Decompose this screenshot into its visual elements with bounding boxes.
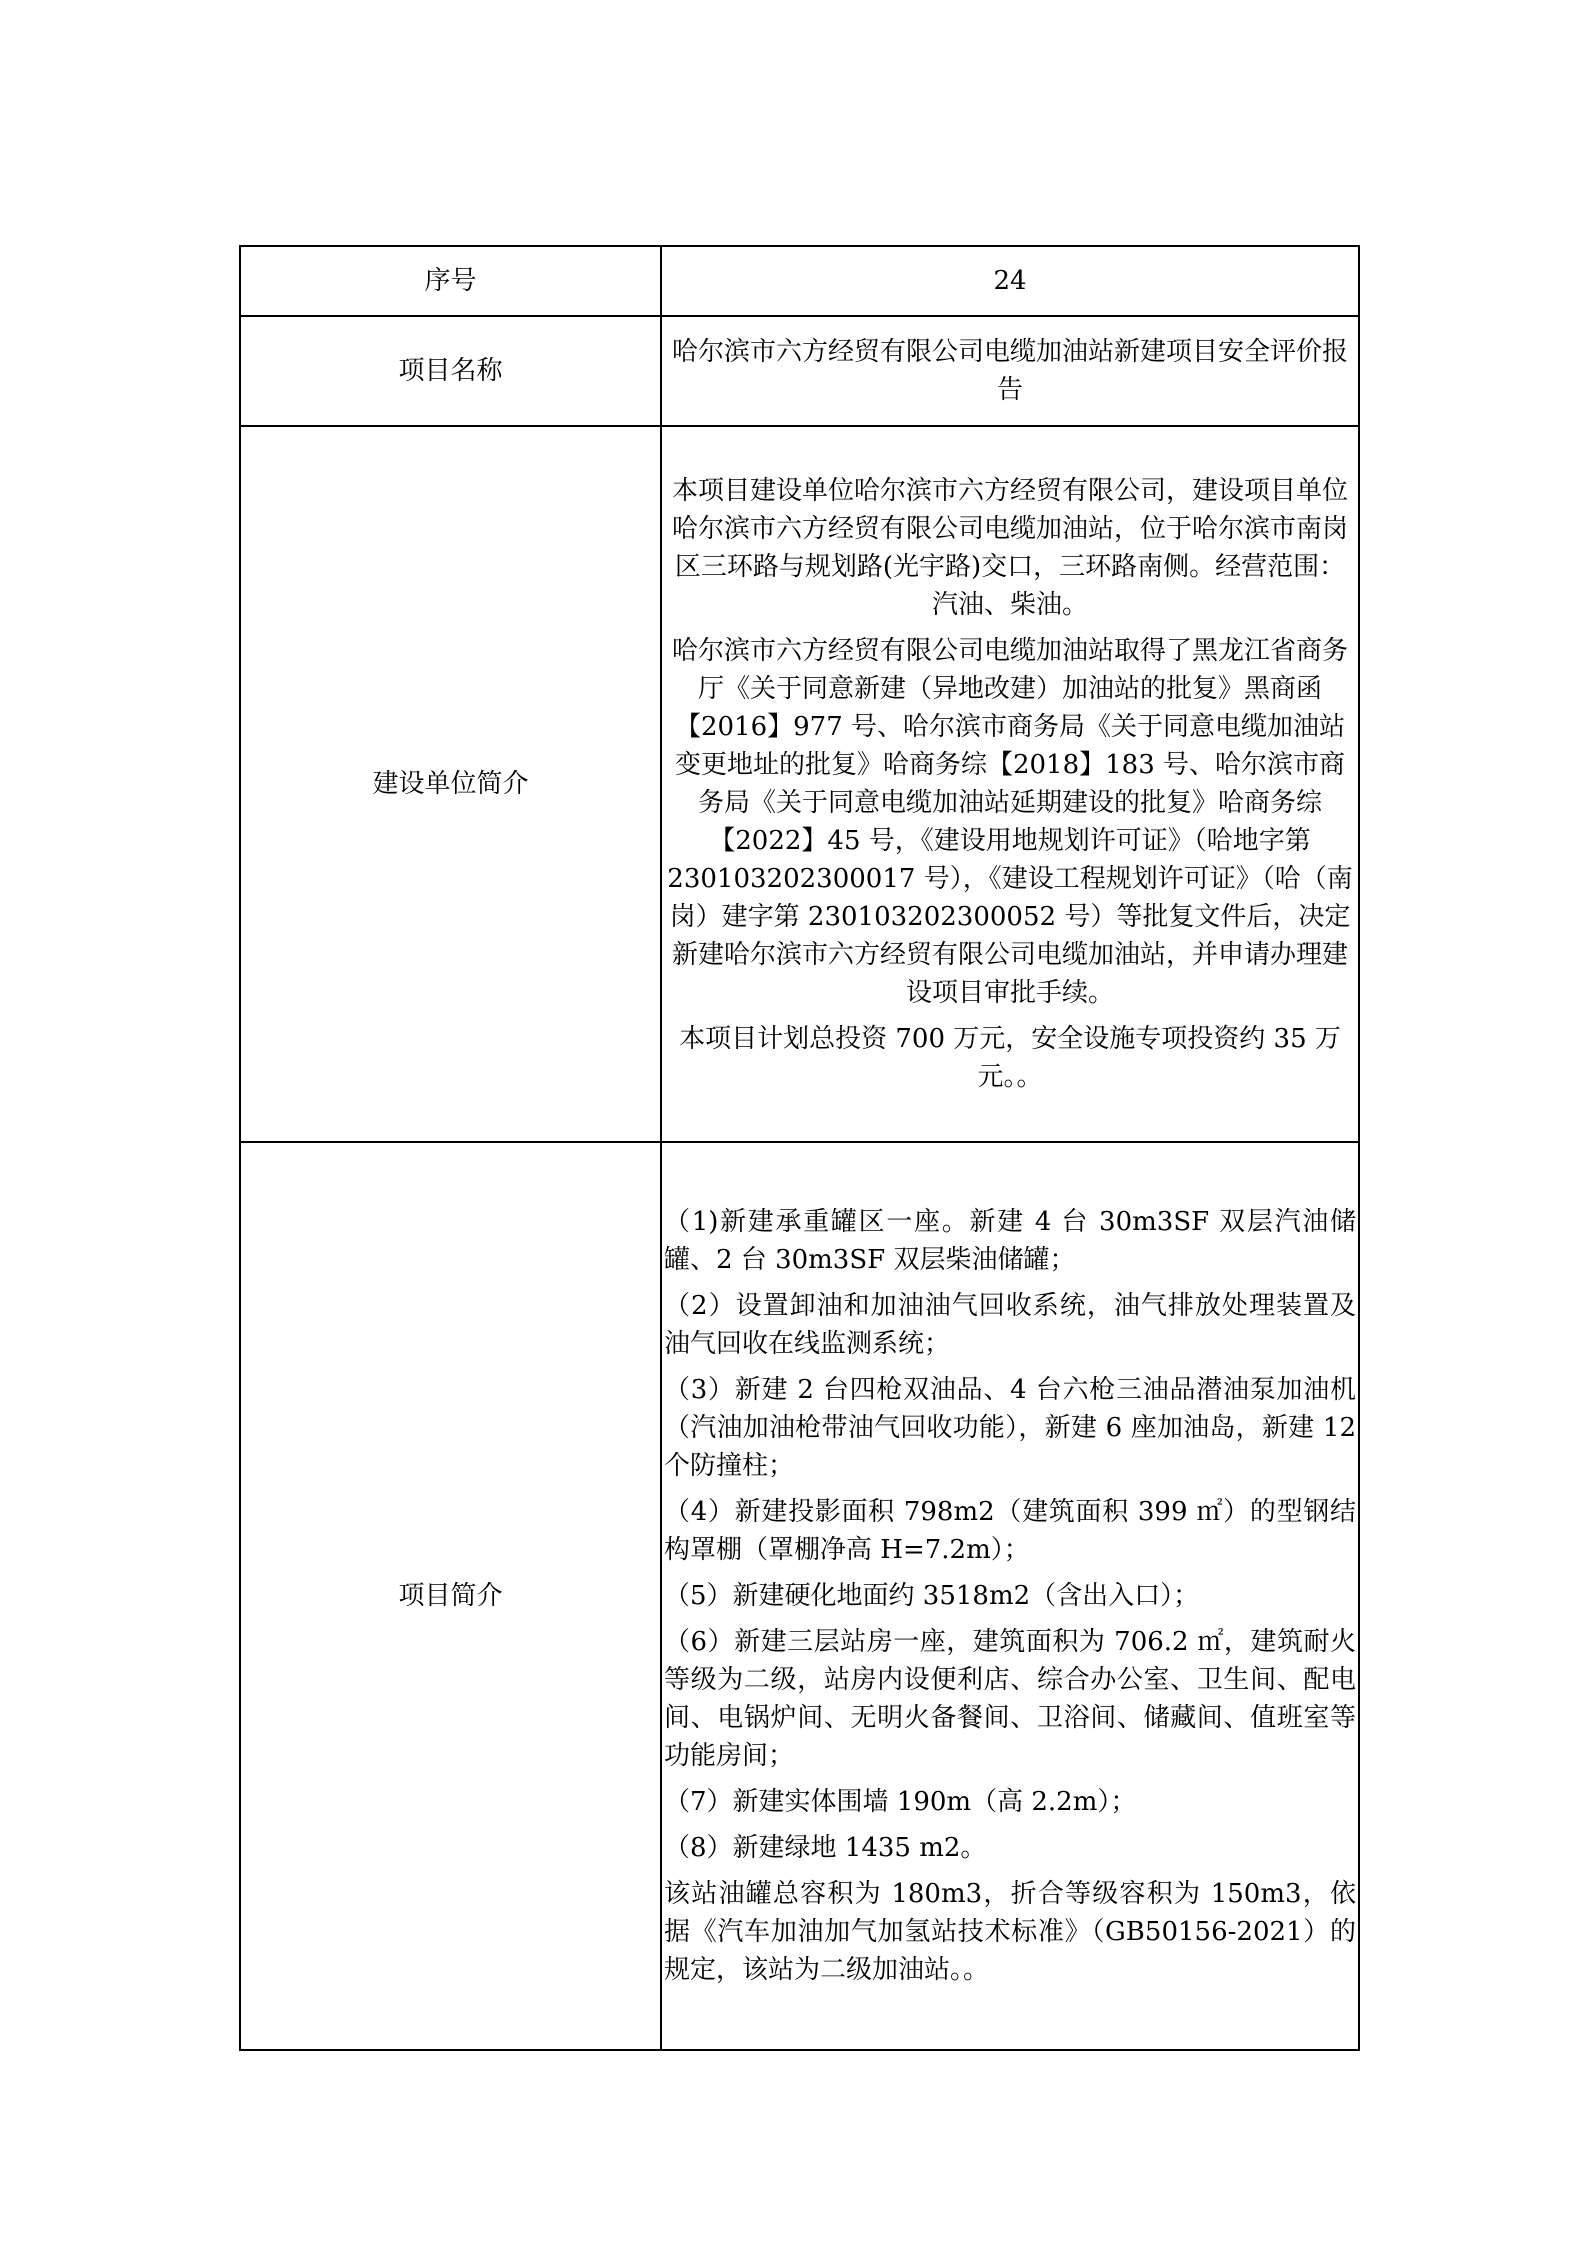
table-row-project-intro bbox=[240, 1142, 1359, 2050]
serial-value-cell bbox=[661, 246, 1359, 316]
project-intro-summary: 该站油罐总容积为 180m3，折合等级容积为 150m3，依据《汽车加油加气加氢站技术标准》（GB50156-2021）的规定，该站为二级加油站。。 bbox=[664, 1879, 1356, 1985]
unit-intro-paragraph: 本项目建设单位哈尔滨市六方经贸有限公司，建设项目单位哈尔滨市六方经贸有限公司电缆加油站，位于哈尔滨市南岗区三环路与规划路(光宇路)交口，三环路南侧。经营范围：汽油、柴油。 bbox=[671, 476, 1348, 620]
unit-intro-label: 建设单位简介 bbox=[372, 769, 529, 799]
project-name-value: 哈尔滨市六方经贸有限公司电缆加油站新建项目安全评价报告 bbox=[671, 337, 1348, 405]
project-intro-item: （2）设置卸油和加油油气回收系统，油气排放处理装置及油气回收在线监测系统； bbox=[664, 1291, 1356, 1359]
project-intro-item: （7）新建实体围墙 190m（高 2.2m）； bbox=[664, 1787, 1137, 1817]
table-row-project-name bbox=[240, 316, 1359, 426]
project-intro-item: （1)新建承重罐区一座。新建 4 台 30m3SF 双层汽油储罐、2 台 30m3SF 双层柴油储罐； bbox=[664, 1207, 1356, 1275]
table-row-serial bbox=[240, 246, 1359, 316]
table-row-unit-intro bbox=[240, 426, 1359, 1142]
serial-value: 24 bbox=[993, 266, 1027, 296]
unit-intro-label-cell bbox=[240, 426, 661, 1142]
project-intro-item: （3）新建 2 台四枪双油品、4 台六枪三油品潜油泵加油机（汽油加油枪带油气回收功能），新建 6 座加油岛，新建 12 个防撞柱； bbox=[664, 1375, 1356, 1481]
project-intro-item: （6）新建三层站房一座，建筑面积为 706.2 ㎡，建筑耐火等级为二级，站房内设便利店、综合办公室、卫生间、配电间、电锅炉间、无明火备餐间、卫浴间、储藏间、值班室等功能房间； bbox=[664, 1627, 1356, 1771]
project-intro-item: （5）新建硬化地面约 3518m2（含出入口）； bbox=[664, 1581, 1200, 1611]
unit-intro-paragraph: 哈尔滨市六方经贸有限公司电缆加油站取得了黑龙江省商务厅《关于同意新建（异地改建）加油站的批复》黑商函【2016】977 号、哈尔滨市商务局《关于同意电缆加油站变更地址的批复》哈商务综【2018】183 号、哈尔滨市商务局《关于同意电缆加油站延期建设的批复》哈商务综【2022】45 号，《建设用地规划许可证》（哈地字第 230103202300017 号），《建设工程规划许可证》（哈（南岗）建字第 230103202300052 号）等批复文件后，决定新建哈尔滨市六方经贸有限公司电缆加油站，并申请办理建设项目审批手续。 bbox=[667, 636, 1353, 1008]
project-intro-label-cell bbox=[240, 1142, 661, 2050]
serial-label: 序号 bbox=[424, 266, 477, 296]
project-intro-item: （8）新建绿地 1435 m2。 bbox=[664, 1833, 987, 1863]
project-info-table bbox=[239, 245, 1360, 2051]
serial-label-cell bbox=[240, 246, 661, 316]
unit-intro-value-cell bbox=[661, 426, 1359, 1142]
unit-intro-paragraph: 本项目计划总投资 700 万元，安全设施专项投资约 35 万元。。 bbox=[679, 1024, 1341, 1092]
project-name-label-cell bbox=[240, 316, 661, 426]
project-name-value-cell bbox=[661, 316, 1359, 426]
project-name-label: 项目名称 bbox=[398, 356, 503, 386]
project-intro-label: 项目简介 bbox=[398, 1581, 503, 1611]
project-intro-value-cell bbox=[661, 1142, 1359, 2050]
project-intro-item: （4）新建投影面积 798m2（建筑面积 399 ㎡）的型钢结构罩棚（罩棚净高 H=7.2m）； bbox=[664, 1497, 1356, 1565]
